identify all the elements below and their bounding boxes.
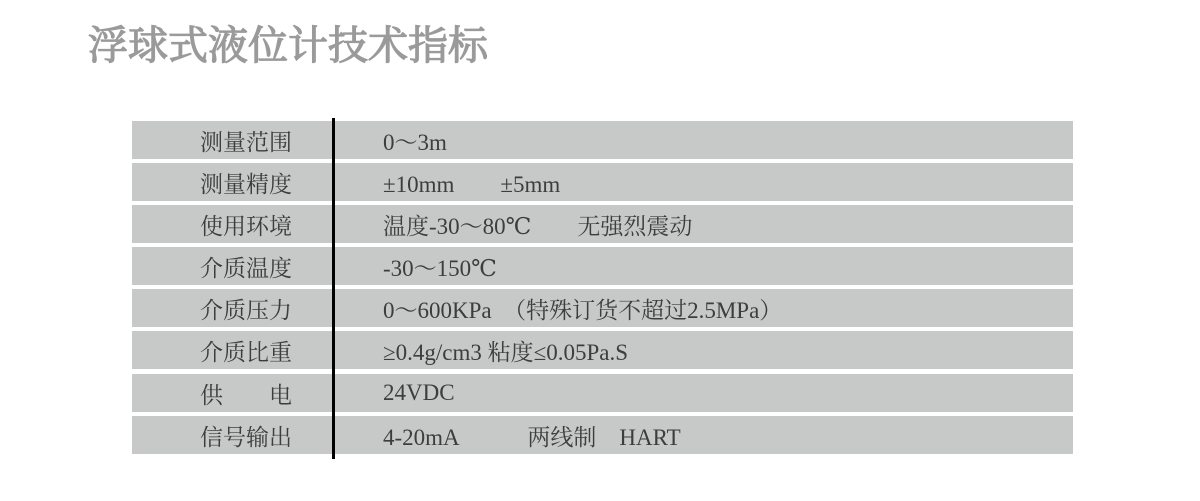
spec-value: ±10mm ±5mm: [383, 171, 561, 197]
table-row: [132, 374, 1073, 412]
spec-label: 信号输出: [200, 424, 292, 450]
table-row: [132, 416, 1073, 454]
spec-label: 使用环境: [200, 213, 292, 239]
spec-value: 0～600KPa （特殊订货不超过2.5MPa）: [383, 297, 783, 323]
spec-label: 测量范围: [200, 129, 292, 155]
column-divider: [332, 118, 335, 459]
page-title: 浮球式液位计技术指标: [88, 24, 488, 68]
spec-label: 介质温度: [200, 255, 292, 281]
spec-value: -30～150℃: [383, 255, 497, 281]
spec-label: 供 电: [200, 382, 292, 408]
table-row: [132, 163, 1073, 201]
table-row: [132, 331, 1073, 369]
table-row: [132, 121, 1073, 159]
spec-value: 温度-30～80℃ 无强烈震动: [383, 213, 693, 239]
spec-value: 4-20mA 两线制 HART: [383, 424, 681, 450]
table-row: [132, 205, 1073, 243]
spec-label: 测量精度: [200, 171, 292, 197]
spec-label: 介质压力: [200, 297, 292, 323]
spec-value: 24VDC: [383, 380, 455, 405]
spec-value: ≥0.4g/cm3 粘度≤0.05Pa.S: [383, 339, 629, 365]
spec-label: 介质比重: [200, 339, 292, 365]
spec-value: 0～3m: [383, 129, 447, 155]
spec-table: [132, 121, 1073, 458]
table-row: [132, 289, 1073, 327]
table-row: [132, 247, 1073, 285]
